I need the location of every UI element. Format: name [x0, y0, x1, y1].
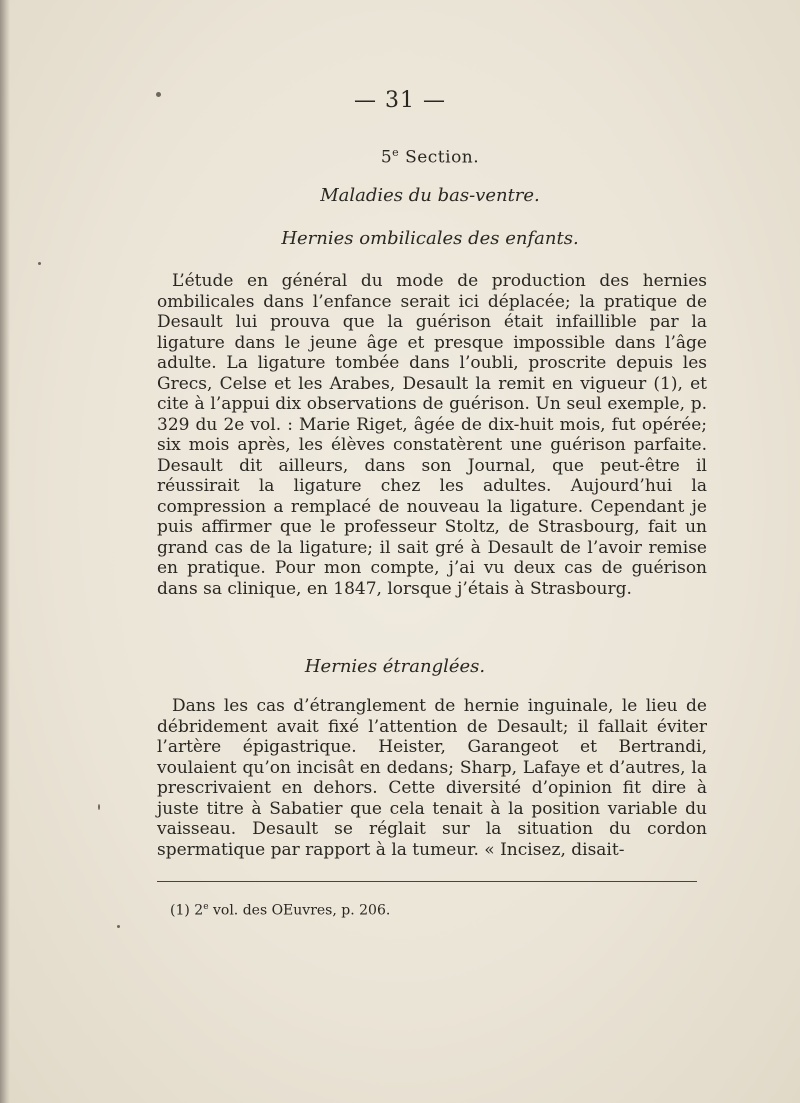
- heading-maladies: Maladies du bas-ventre.: [320, 185, 540, 206]
- footnote-divider: [157, 881, 697, 882]
- section-number: 5: [380, 147, 393, 168]
- footnote: [170, 902, 390, 919]
- footnote-marker: (1) 2: [170, 902, 204, 919]
- section-number-sup: e: [392, 146, 400, 159]
- heading-hernies-etranglees: Hernies étranglées.: [304, 656, 486, 677]
- ink-speck: [38, 262, 41, 265]
- section-title: Section.: [405, 147, 480, 168]
- paragraph-hernies-etranglees: Dans les cas d’étranglement de hernie inguinale, le lieu de débridement avait fixé l’attention de Desault; il fallait éviter l’artère épigastrique. Heister, Garangeot et Bertrandi, voulaient qu’on incisât en dedans; Sharp, Lafaye et d’autres, la prescrivaient en dehors. Cette diversité d’opinion fit dire à juste titre à Sabatier que cela tenait à la position variable du vaisseau. Desault se réglait sur la situation du cordon spermatique par rapport à la tumeur. « Incisez, disait-: [157, 696, 707, 860]
- ink-speck: [98, 804, 100, 810]
- page-number: — 31 —: [354, 88, 446, 113]
- heading-hernies-ombilicales: Hernies ombilicales des enfants.: [281, 228, 579, 249]
- paragraph-hernies-ombilicales: L’étude en général du mode de production des hernies ombilicales dans l’enfance serait ici déplacée; la pratique de Desault lui prouva que la guérison était infaillible par la ligature dans le jeune âge et presque impossible dans l’âge adulte. La ligature tombée dans l’oubli, proscrite depuis les Grecs, Celse et les Arabes, Desault la remit en vigueur (1), et cite à l’appui dix observations de guérison. Un seul exemple, p. 329 du 2e vol. : Marie Riget, âgée de dix-huit mois, fut opérée; six mois après, les élèves constatèrent une guérison parfaite. Desault dit ailleurs, dans son Journal, que peut-être il réussirait la ligature chez les adultes. Aujourd’hui la compression a remplacé de nouveau la ligature. Cependant je puis affirmer que le professeur Stoltz, de Strasbourg, fait un grand cas de la ligature; il sait gré à Desault de l’avoir remise en pratique. Pour mon compte, j’ai vu deux cas de guérison dans sa clinique, en 1847, lorsque j’étais à Strasbourg.: [157, 271, 707, 599]
- ink-speck: [117, 925, 120, 928]
- footnote-marker-sup: e: [203, 902, 209, 912]
- footnote-text: vol. des OEuvres, p. 206.: [208, 902, 391, 919]
- section-heading: [0, 146, 800, 168]
